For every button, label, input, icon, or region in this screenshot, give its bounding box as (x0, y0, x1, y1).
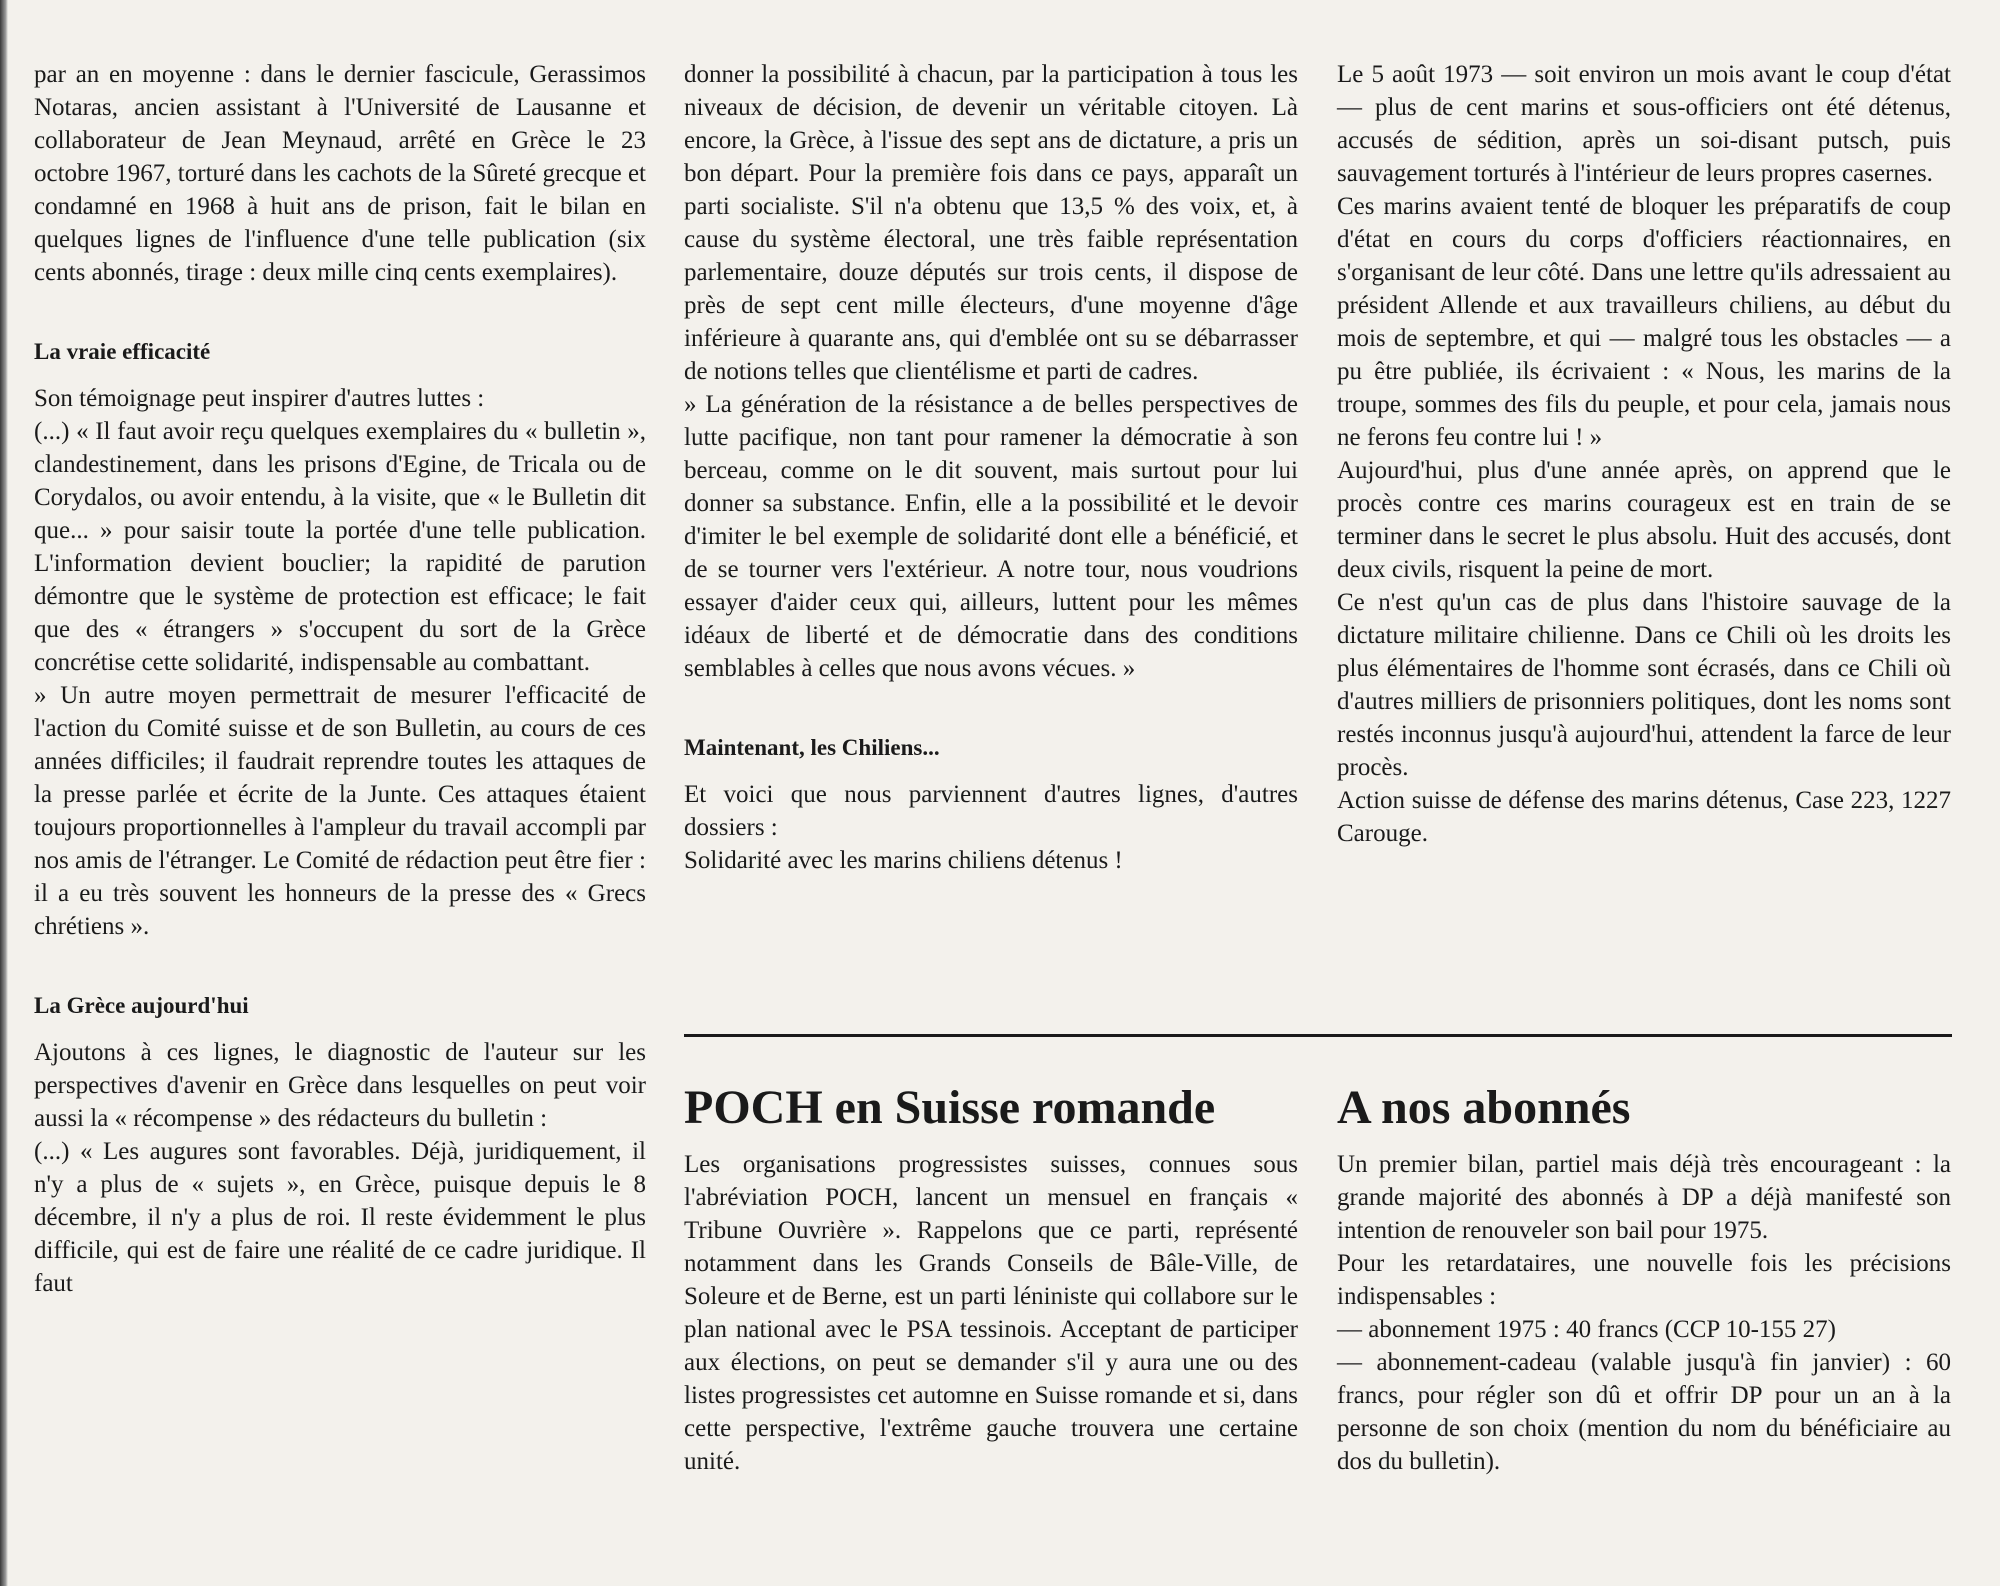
paragraph: — abonnement 1975 : 40 francs (CCP 10-155 27) (1337, 1316, 1836, 1343)
article-poch (684, 1148, 1298, 1478)
paragraph: donner la possibilité à chacun, par la participation à tous les niveaux de décision, de devenir un véritable citoyen. Là encore, la Grèce, à l'issue des sept ans de dictature, a pris un bon départ. Pour la première fois dans ce pays, apparaît un parti socialiste. S'il n'a obtenu que 13,5 % des voix, et, à cause du système électoral, une très faible représentation parlementaire, douze députés sur trois cents, il dispose de près de sept cent mille électeurs, d'une moyenne d'âge inférieure à quarante ans, qui d'emblée ont su se débarrasser de notions telles que clientélisme et parti de cadres. (684, 61, 1298, 385)
article-abonnes (1337, 1148, 1951, 1478)
section-heading-vraie-efficacite: La vraie efficacité (34, 339, 211, 364)
column-3 (1337, 58, 1951, 850)
paragraph: — abonnement-cadeau (valable jusqu'à fin janvier) : 60 francs, pour régler son dû et offrir DP pour un an à la personne de son choix (mention du nom du bénéficiaire au dos du bulletin). (1337, 1349, 1951, 1475)
paragraph: (...) « Les augures sont favorables. Déjà, juridiquement, il n'y a plus de « sujets », en Grèce, puisque depuis le 8 décembre, il n'y a plus de roi. Il reste évidemment le plus difficile, qui est de faire une réalité de ce cadre juridique. Il faut (34, 1138, 646, 1297)
horizontal-rule (684, 1034, 1952, 1037)
section-heading-chiliens: Maintenant, les Chiliens... (684, 735, 940, 760)
paragraph: par an en moyenne : dans le dernier fascicule, Gerassimos Notaras, ancien assistant à l'Université de Lausanne et collaborateur de Jean Meynaud, arrêté en Grèce le 23 octobre 1967, torturé dans les cachots de la Sûreté grecque et condamné en 1968 à huit ans de prison, fait le bilan en quelques lignes de l'influence d'une telle publication (six cents abonnés, tirage : deux mille cinq cents exemplaires). (34, 61, 646, 286)
column-2 (684, 58, 1298, 877)
paragraph: Action suisse de défense des marins détenus, Case 223, 1227 Carouge. (1337, 787, 1951, 847)
paragraph: Pour les retardataires, une nouvelle fois les précisions indispensables : (1337, 1250, 1951, 1310)
paragraph: Un premier bilan, partiel mais déjà très encourageant : la grande majorité des abonnés à DP a déjà manifesté son intention de renouveler son bail pour 1975. (1337, 1151, 1951, 1244)
paragraph: » Un autre moyen permettrait de mesurer l'efficacité de l'action du Comité suisse et de son Bulletin, au cours de ces années difficiles; il faudrait reprendre toutes les attaques de la presse parlée et écrite de la Junte. Ces attaques étaient toujours proportionnelles à l'ampleur du travail accompli par nos amis de l'étranger. Le Comité de rédaction peut être fier : il a eu très souvent les honneurs de la presse des « Grecs chrétiens ». (34, 682, 646, 940)
paragraph: Le 5 août 1973 — soit environ un mois avant le coup d'état — plus de cent marins et sous-officiers ont été détenus, accusés de sédition, après un soi-disant putsch, puis sauvagement torturés à l'intérieur de leurs propres casernes. (1337, 61, 1951, 187)
paragraph: Aujourd'hui, plus d'une année après, on apprend que le procès contre ces marins courageux est en train de se terminer dans le secret le plus absolu. Huit des accusés, dont deux civils, risquent la peine de mort. (1337, 457, 1951, 583)
paragraph: Les organisations progressistes suisses, connues sous l'abréviation POCH, lancent un mensuel en français « Tribune Ouvrière ». Rappelons que ce parti, représenté notamment dans les Grands Conseils de Bâle-Ville, de Soleure et de Berne, est un parti léniniste qui collabore sur le plan national avec le PSA tessinois. Acceptant de participer aux élections, on peut se demander s'il y aura une ou des listes progressistes cet automne en Suisse romande et si, dans cette perspective, l'extrême gauche trouvera une certaine unité. (684, 1151, 1298, 1475)
paragraph: » La génération de la résistance a de belles perspectives de lutte pacifique, non tant pour ramener la démocratie à son berceau, comme on le dit souvent, mais surtout pour lui donner sa substance. Enfin, elle a la possibilité et le devoir d'imiter le bel exemple de solidarité dont elle a bénéficié, et de se tourner vers l'extérieur. A notre tour, nous voudrions essayer d'aider ceux qui, ailleurs, luttent pour les mêmes idéaux de liberté et de démocratie dans des conditions semblables à celles que nous avons vécues. » (684, 391, 1298, 682)
column-1 (34, 58, 646, 1300)
paragraph: Et voici que nous parviennent d'autres lignes, d'autres dossiers : (684, 781, 1298, 841)
paragraph: Solidarité avec les marins chiliens détenus ! (684, 847, 1123, 874)
paragraph: Ajoutons à ces lignes, le diagnostic de l'auteur sur les perspectives d'avenir en Grèce dans lesquelles on peut voir aussi la « récompense » des rédacteurs du bulletin : (34, 1039, 646, 1132)
headline-abonnes: A nos abonnés (1337, 1081, 1631, 1134)
page-edge-shadow (0, 0, 8, 1586)
paragraph: (...) « Il faut avoir reçu quelques exemplaires du « bulletin », clandestinement, dans les prisons d'Egine, de Tricala ou de Corydalos, ou avoir entendu, à la visite, que « le Bulletin dit que... » pour saisir toute la portée d'une telle publication. L'information devient bouclier; la rapidité de parution démontre que le système de protection est efficace; le fait que des « étrangers » s'occupent du sort de la Grèce concrétise cette solidarité, indispensable au combattant. (34, 418, 646, 676)
paragraph: Son témoignage peut inspirer d'autres luttes : (34, 385, 485, 412)
headline-poch: POCH en Suisse romande (684, 1081, 1216, 1134)
paragraph: Ce n'est qu'un cas de plus dans l'histoire sauvage de la dictature militaire chilienne. Dans ce Chili où les droits les plus élémentaires de l'homme sont écrasés, dans ce Chili où d'autres milliers de prisonniers politiques, dont les noms sont restés inconnus jusqu'à aujourd'hui, attendent la farce de leur procès. (1337, 589, 1951, 781)
paragraph: Ces marins avaient tenté de bloquer les préparatifs de coup d'état en cours du corps d'officiers réactionnaires, en s'organisant de leur côté. Dans une lettre qu'ils adressaient au président Allende et aux travailleurs chiliens, au début du mois de septembre, et qui — malgré tous les obstacles — a pu être publiée, ils écrivaient : « Nous, les marins de la troupe, sommes des fils du peuple, et pour cela, jamais nous ne ferons feu contre lui ! » (1337, 193, 1951, 451)
section-heading-grece-aujourdhui: La Grèce aujourd'hui (34, 993, 249, 1018)
